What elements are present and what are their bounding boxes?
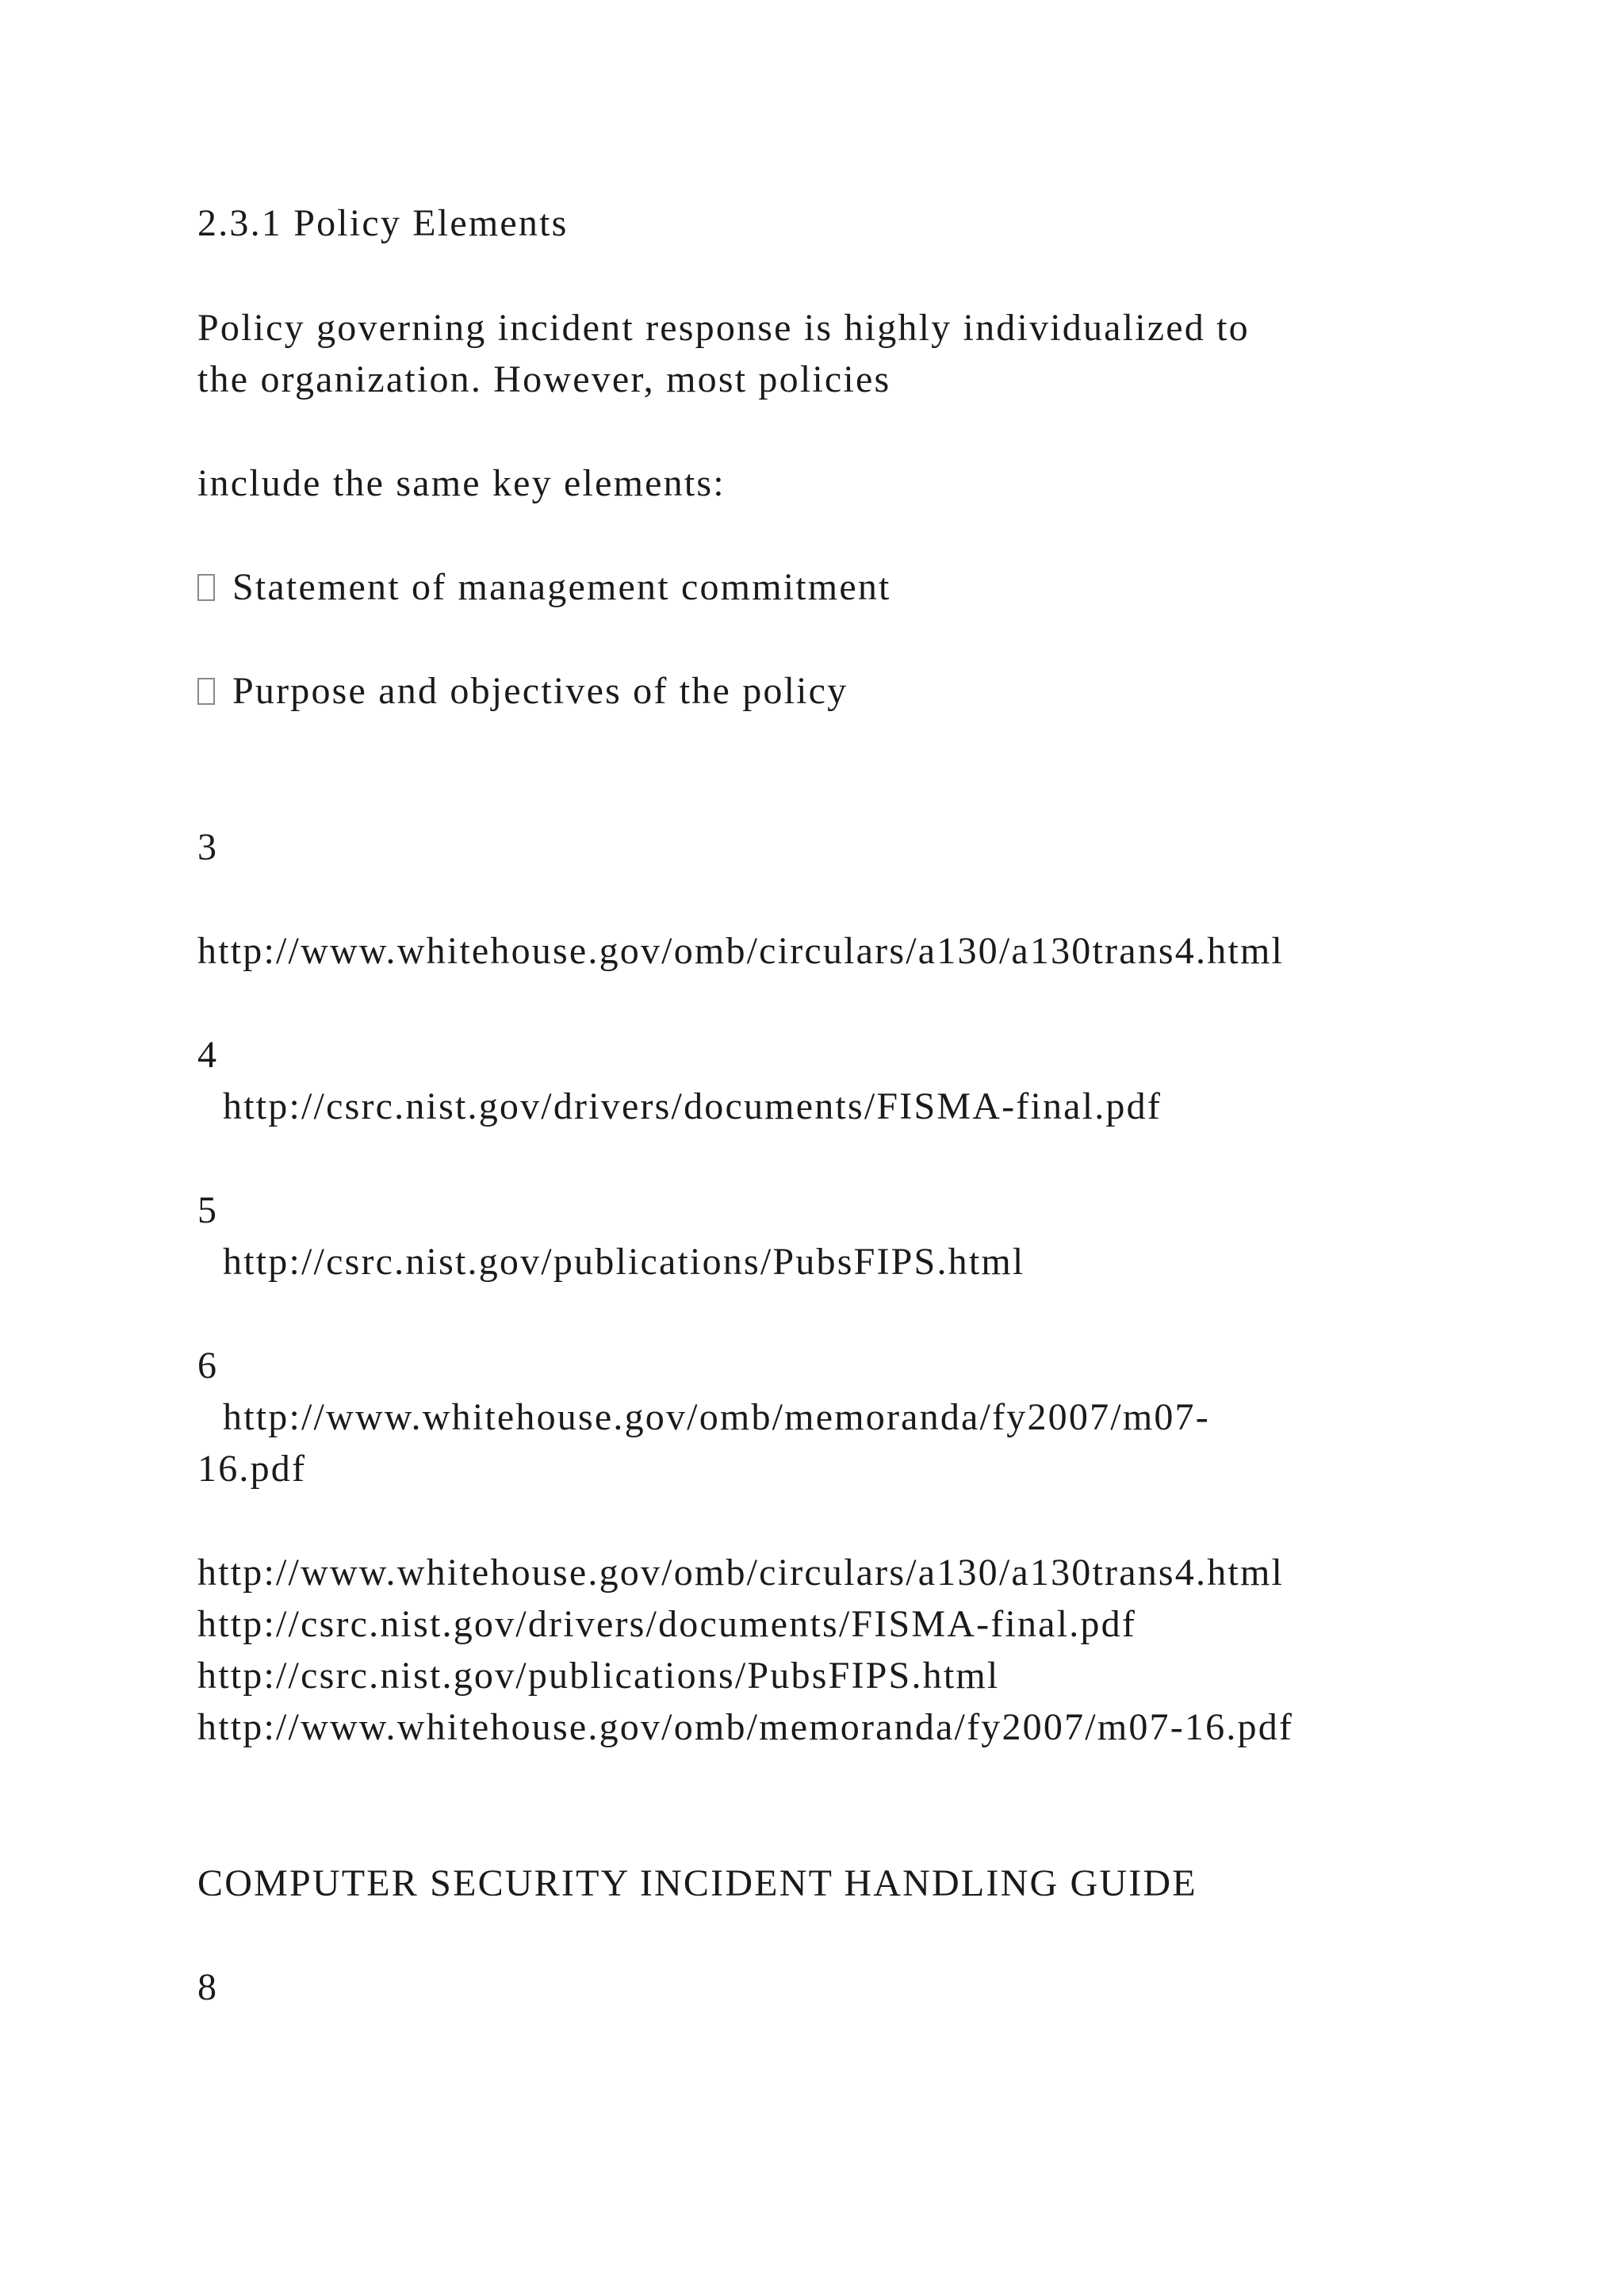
intro-text-line-1: Policy governing incident response is highly individualized to bbox=[197, 307, 1250, 349]
bullet-text: Statement of management commitment bbox=[232, 566, 891, 608]
section-heading: 2.3.1 Policy Elements bbox=[197, 202, 569, 244]
footnote-url-continuation[interactable]: 16.pdf bbox=[197, 1448, 307, 1490]
bullet-box-icon bbox=[197, 678, 215, 705]
footnote-number: 4 bbox=[197, 1034, 219, 1076]
running-title: COMPUTER SECURITY INCIDENT HANDLING GUIDE bbox=[197, 1862, 1197, 1904]
footnote-number: 6 bbox=[197, 1345, 219, 1387]
link-url[interactable]: http://www.whitehouse.gov/omb/memoranda/fy2007/m07-16.pdf bbox=[197, 1706, 1294, 1748]
footnote-url[interactable]: http://csrc.nist.gov/publications/PubsFIPS.html bbox=[223, 1241, 1025, 1283]
footnote-url[interactable]: http://csrc.nist.gov/drivers/documents/FISMA-final.pdf bbox=[223, 1085, 1162, 1127]
intro-text-line-3: include the same key elements: bbox=[197, 462, 726, 504]
footnote-number: 5 bbox=[197, 1189, 219, 1231]
footnote-url[interactable]: http://www.whitehouse.gov/omb/circulars/a130/a130trans4.html bbox=[197, 930, 1285, 972]
bullet-text: Purpose and objectives of the policy bbox=[232, 670, 848, 712]
footnote-number: 3 bbox=[197, 826, 219, 868]
page-number: 8 bbox=[197, 1966, 219, 2008]
bullet-box-icon bbox=[197, 574, 215, 601]
bullet-item bbox=[197, 672, 848, 710]
bullet-item bbox=[197, 568, 891, 607]
link-url[interactable]: http://www.whitehouse.gov/omb/circulars/a130/a130trans4.html bbox=[197, 1552, 1285, 1594]
footnote-url[interactable]: http://www.whitehouse.gov/omb/memoranda/fy2007/m07- bbox=[223, 1396, 1210, 1438]
link-url[interactable]: http://csrc.nist.gov/drivers/documents/FISMA-final.pdf bbox=[197, 1603, 1137, 1645]
intro-text-line-2: the organization. However, most policies bbox=[197, 358, 891, 400]
link-url[interactable]: http://csrc.nist.gov/publications/PubsFIPS.html bbox=[197, 1655, 1000, 1697]
